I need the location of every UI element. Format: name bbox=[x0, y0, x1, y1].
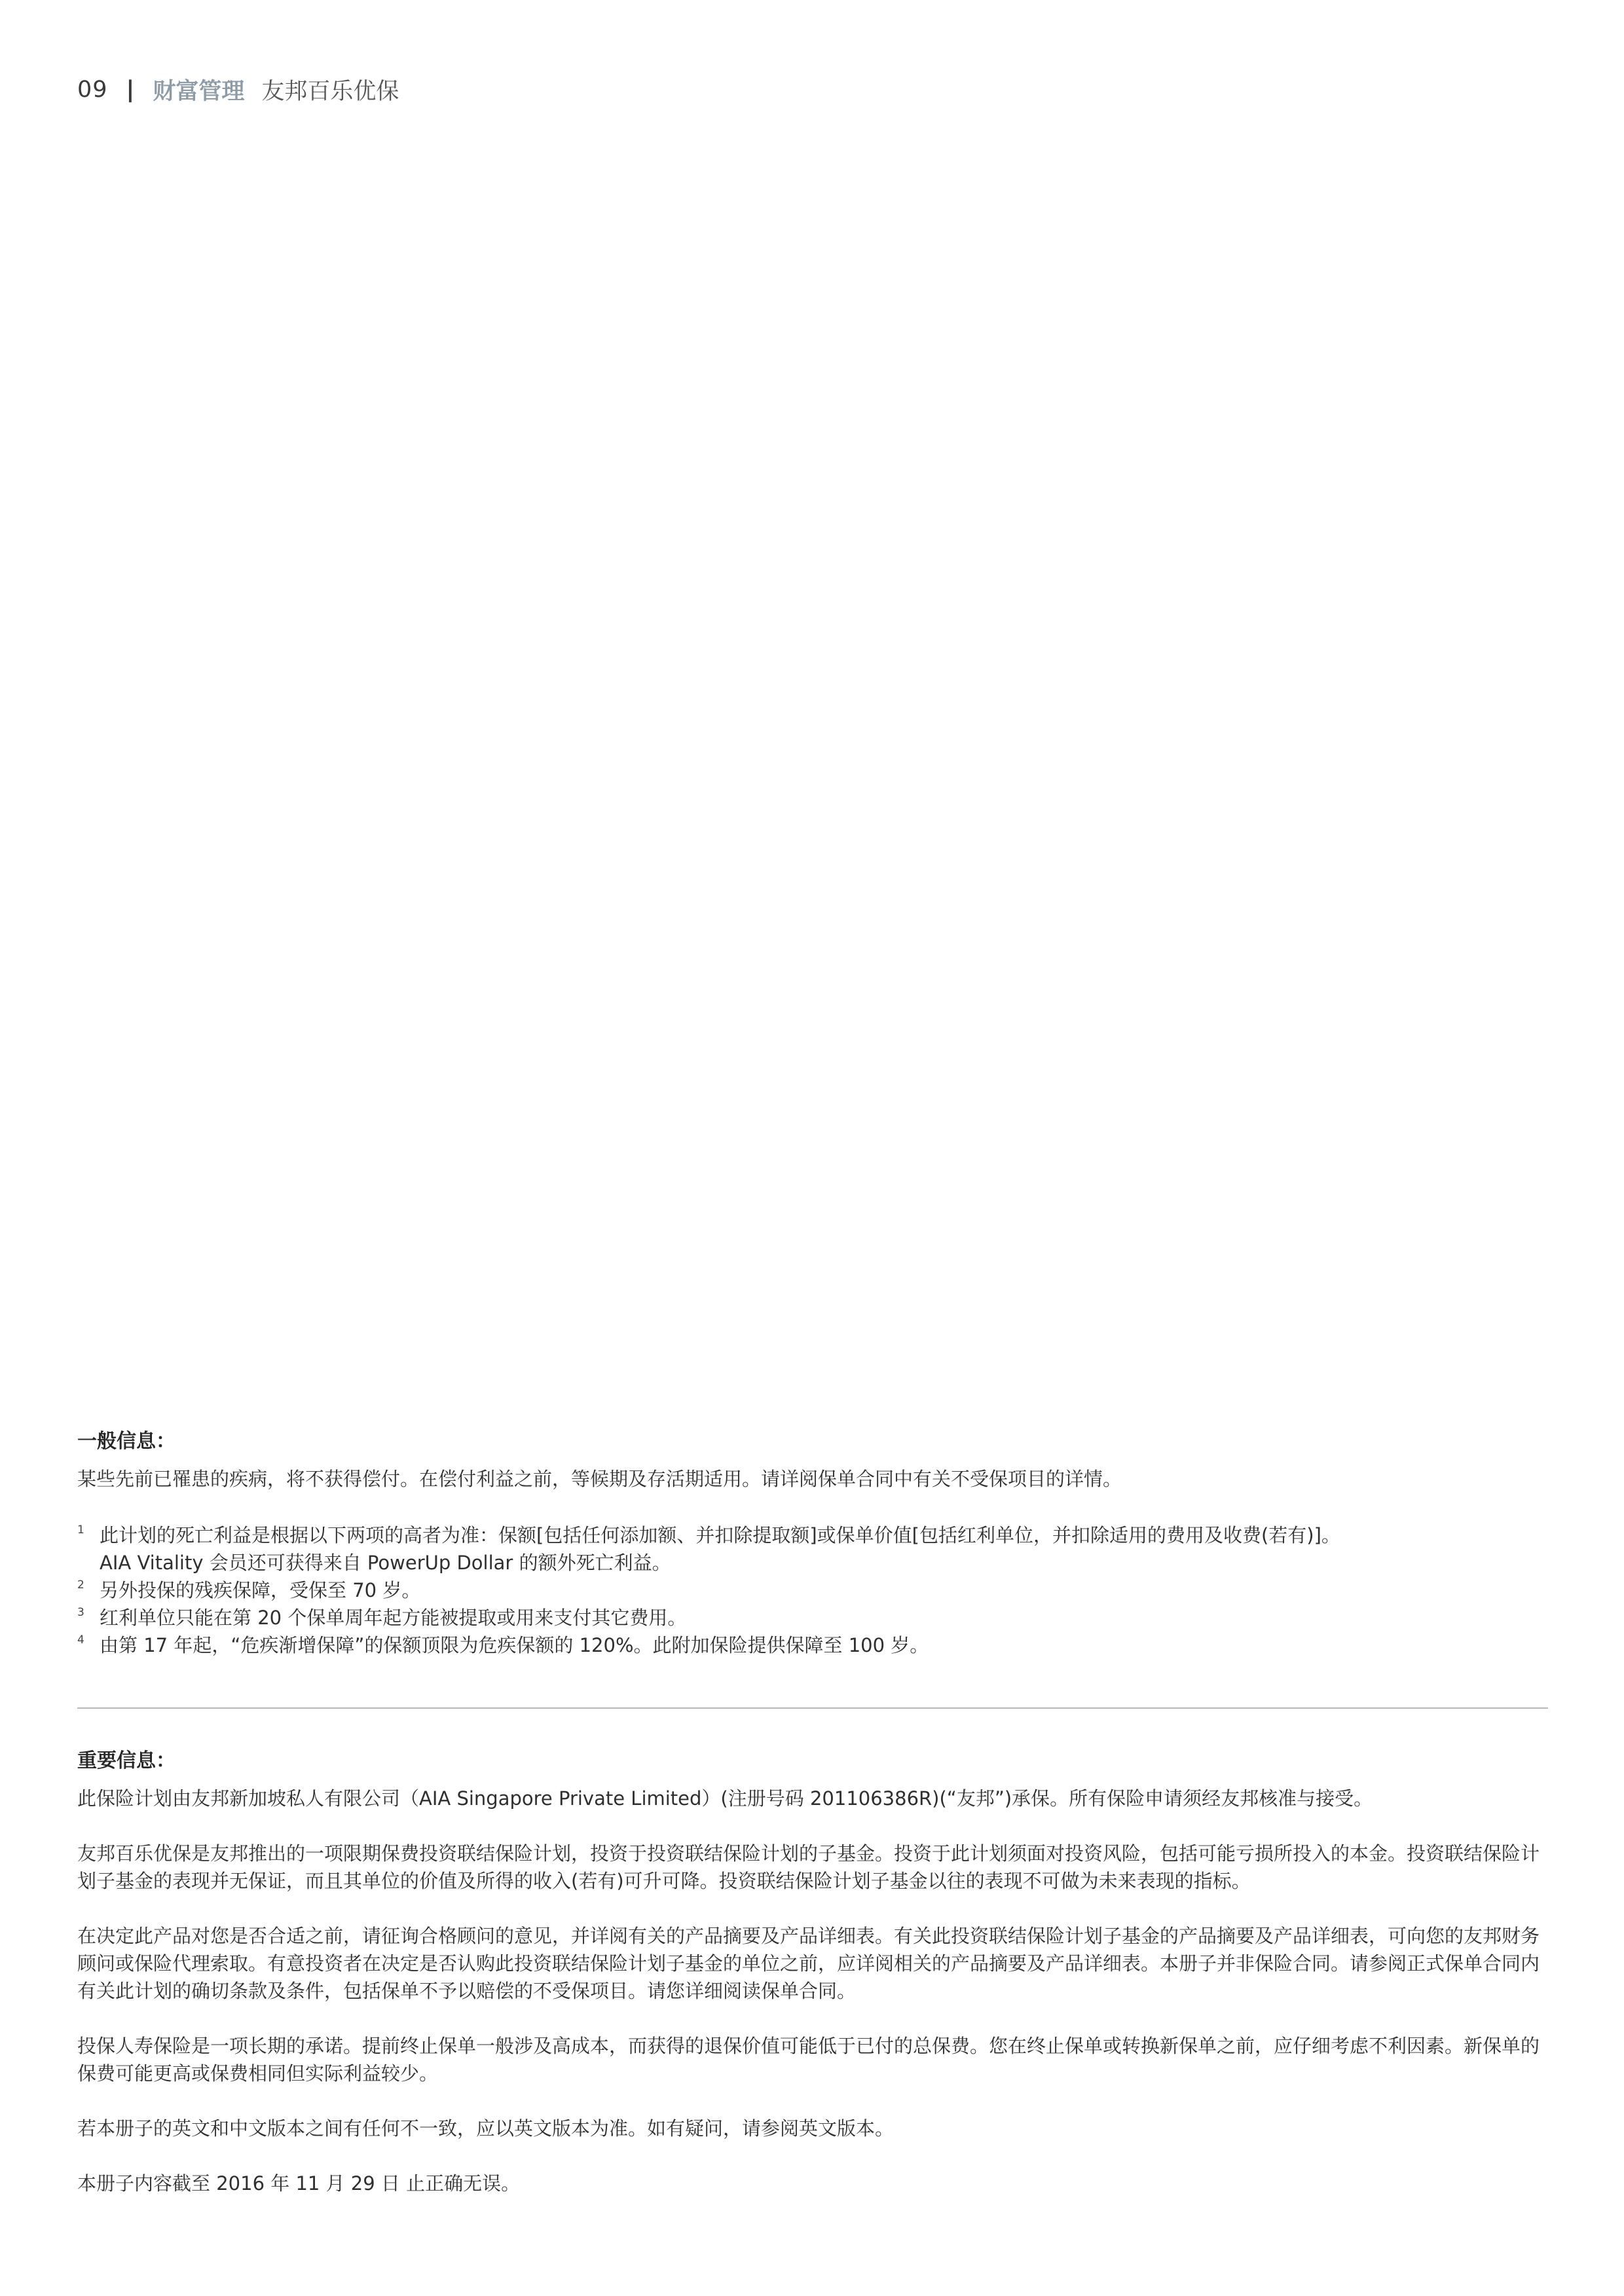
footnote-item bbox=[77, 1522, 1548, 1576]
important-info-section bbox=[77, 1747, 1548, 2197]
footnote-mark: 2 bbox=[77, 1578, 84, 1592]
footnote-item bbox=[77, 1604, 1548, 1631]
footnote-mark: 4 bbox=[77, 1633, 84, 1647]
general-info-intro: 某些先前已罹患的疾病，将不获得偿付。在偿付利益之前，等候期及存活期适用。请详阅保单合同中有关不受保项目的详情。 bbox=[77, 1468, 1122, 1490]
footnote-text: 由第 17 年起，“危疾渐增保障”的保额顶限为危疾保额的 120%。此附加保险提供保障至 100 岁。 bbox=[100, 1634, 929, 1656]
important-info-paragraph: 本册子内容截至 2016 年 11 月 29 日 止正确无误。 bbox=[77, 2172, 521, 2195]
footnote-item bbox=[77, 1576, 1548, 1604]
footnote-item bbox=[77, 1631, 1548, 1659]
footnote-mark: 3 bbox=[77, 1606, 84, 1619]
important-info-paragraph: 投保人寿保险是一项长期的承诺。提前终止保单一般涉及高成本，而获得的退保价值可能低于已付的总保费。您在终止保单或转换新保单之前，应仔细考虑不利因素。新保单的保费可能更高或保费相同但实际利益较少。 bbox=[77, 2035, 1540, 2085]
footnote-text: 另外投保的残疾保障，受保至 70 岁。 bbox=[100, 1579, 421, 1601]
section-divider bbox=[77, 1707, 1548, 1709]
important-info-paragraph: 在决定此产品对您是否合适之前，请征询合格顾问的意见，并详阅有关的产品摘要及产品详细表。有关此投资联结保险计划子基金的产品摘要及产品详细表，可向您的友邦财务顾问或保险代理索取。有意投资者在决定是否认购此投资联结保险计划子基金的单位之前，应详阅相关的产品摘要及产品详细表。本册子并非保险合同。请参阅正式保单合同内有关此计划的确切条款及条件，包括保单不予以赔偿的不受保项目。请您详细阅读保单合同。 bbox=[77, 1925, 1540, 2002]
footnote-mark: 1 bbox=[77, 1523, 84, 1537]
product-title: 友邦百乐优保 bbox=[261, 79, 399, 105]
footnote-line: 此计划的死亡利益是根据以下两项的高者为准：保额[包括任何添加额、并扣除提取额]或保单价值[包括红利单位，并扣除适用的费用及收费(若有)]。 bbox=[100, 1524, 1340, 1546]
page-header bbox=[77, 73, 399, 106]
footnote-line: AIA Vitality 会员还可获得来自 PowerUp Dollar 的额外死亡利益。 bbox=[100, 1552, 671, 1574]
important-info-heading: 重要信息： bbox=[77, 1749, 175, 1772]
important-info-paragraph: 此保险计划由友邦新加坡私人有限公司（AIA Singapore Private Limited）(注册号码 201106386R)(“友邦”)承保。所有保险申请须经友邦核准与接受。 bbox=[77, 1787, 1373, 1810]
general-info-section bbox=[77, 1427, 1548, 1678]
section-title: 财富管理 bbox=[153, 79, 245, 105]
footnote-text bbox=[100, 1522, 1548, 1576]
important-info-paragraph: 若本册子的英文和中文版本之间有任何不一致，应以英文版本为准。如有疑问，请参阅英文版本。 bbox=[77, 2117, 895, 2140]
header-separator: | bbox=[126, 77, 135, 103]
footnote-list bbox=[77, 1522, 1548, 1659]
page-number: 09 bbox=[77, 77, 108, 103]
general-info-heading: 一般信息： bbox=[77, 1430, 175, 1453]
footnote-text: 红利单位只能在第 20 个保单周年起方能被提取或用来支付其它费用。 bbox=[100, 1607, 687, 1629]
important-info-paragraph: 友邦百乐优保是友邦推出的一项限期保费投资联结保险计划，投资于投资联结保险计划的子基金。投资于此计划须面对投资风险，包括可能亏损所投入的本金。投资联结保险计划子基金的表现并无保证，而且其单位的价值及所得的收入(若有)可升可降。投资联结保险计划子基金以往的表现不可做为未来表现的指标。 bbox=[77, 1842, 1540, 1892]
